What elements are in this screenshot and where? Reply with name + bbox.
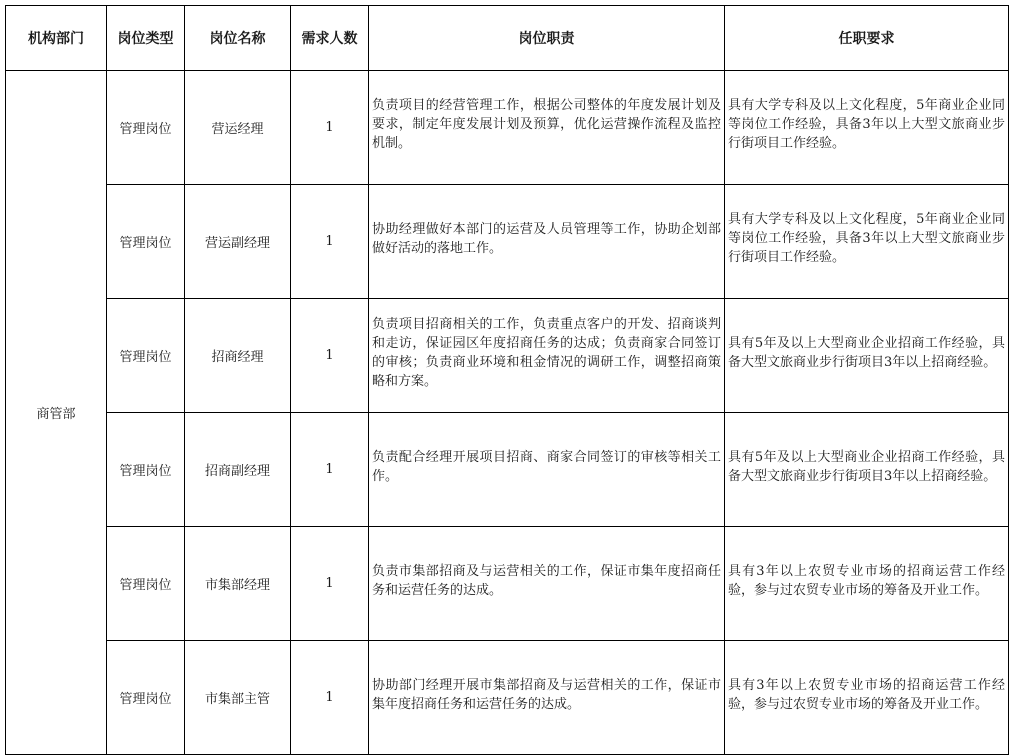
table-row — [6, 527, 1009, 641]
header-name: 岗位名称 — [185, 6, 291, 71]
job-duty-cell: 负责配合经理开展项目招商、商家合同签订的审核等相关工作。 — [369, 413, 725, 527]
job-duty-cell: 协助部门经理开展市集部招商及与运营相关的工作，保证市集年度招商任务和运营任务的达成。 — [369, 641, 725, 755]
job-count-cell: 1 — [291, 641, 369, 755]
job-requirement-cell: 具有3年以上农贸专业市场的招商运营工作经验，参与过农贸专业市场的筹备及开业工作。 — [725, 641, 1009, 755]
job-duty-cell: 负责项目招商相关的工作，负责重点客户的开发、招商谈判和走访，保证园区年度招商任务的达成；负责商家合同签订的审核；负责商业环境和租金情况的调研工作，调整招商策略和方案。 — [369, 299, 725, 413]
job-name-cell: 市集部经理 — [185, 527, 291, 641]
job-name-cell: 招商经理 — [185, 299, 291, 413]
department-cell: 商管部 — [6, 71, 107, 755]
header-duty: 岗位职责 — [369, 6, 725, 71]
job-type-cell: 管理岗位 — [107, 299, 185, 413]
table-row — [6, 641, 1009, 755]
job-name-cell: 招商副经理 — [185, 413, 291, 527]
job-type-cell: 管理岗位 — [107, 641, 185, 755]
job-duty-cell: 负责市集部招商及与运营相关的工作，保证市集年度招商任务和运营任务的达成。 — [369, 527, 725, 641]
table-row — [6, 299, 1009, 413]
table-row — [6, 71, 1009, 185]
job-name-cell: 营运经理 — [185, 71, 291, 185]
job-type-cell: 管理岗位 — [107, 527, 185, 641]
header-dept: 机构部门 — [6, 6, 107, 71]
job-count-cell: 1 — [291, 71, 369, 185]
job-requirement-cell: 具有3年以上农贸专业市场的招商运营工作经验，参与过农贸专业市场的筹备及开业工作。 — [725, 527, 1009, 641]
header-row — [6, 6, 1009, 71]
job-type-cell: 管理岗位 — [107, 185, 185, 299]
job-count-cell: 1 — [291, 413, 369, 527]
job-requirement-cell: 具有大学专科及以上文化程度，5年商业企业同等岗位工作经验，具备3年以上大型文旅商业步行街项目工作经验。 — [725, 185, 1009, 299]
table-row — [6, 413, 1009, 527]
header-type: 岗位类型 — [107, 6, 185, 71]
table-row — [6, 185, 1009, 299]
job-requirement-cell: 具有5年及以上大型商业企业招商工作经验，具备大型文旅商业步行街项目3年以上招商经验。 — [725, 299, 1009, 413]
job-requirement-cell: 具有大学专科及以上文化程度，5年商业企业同等岗位工作经验，具备3年以上大型文旅商业步行街项目工作经验。 — [725, 71, 1009, 185]
header-req: 任职要求 — [725, 6, 1009, 71]
job-duty-cell: 协助经理做好本部门的运营及人员管理等工作，协助企划部做好活动的落地工作。 — [369, 185, 725, 299]
job-type-cell: 管理岗位 — [107, 71, 185, 185]
job-count-cell: 1 — [291, 299, 369, 413]
job-count-cell: 1 — [291, 185, 369, 299]
job-table — [5, 5, 1009, 755]
job-count-cell: 1 — [291, 527, 369, 641]
job-duty-cell: 负责项目的经营管理工作，根据公司整体的年度发展计划及要求，制定年度发展计划及预算，优化运营操作流程及监控机制。 — [369, 71, 725, 185]
job-name-cell: 市集部主管 — [185, 641, 291, 755]
job-name-cell: 营运副经理 — [185, 185, 291, 299]
job-type-cell: 管理岗位 — [107, 413, 185, 527]
job-requirement-cell: 具有5年及以上大型商业企业招商工作经验，具备大型文旅商业步行街项目3年以上招商经验。 — [725, 413, 1009, 527]
header-count: 需求人数 — [291, 6, 369, 71]
